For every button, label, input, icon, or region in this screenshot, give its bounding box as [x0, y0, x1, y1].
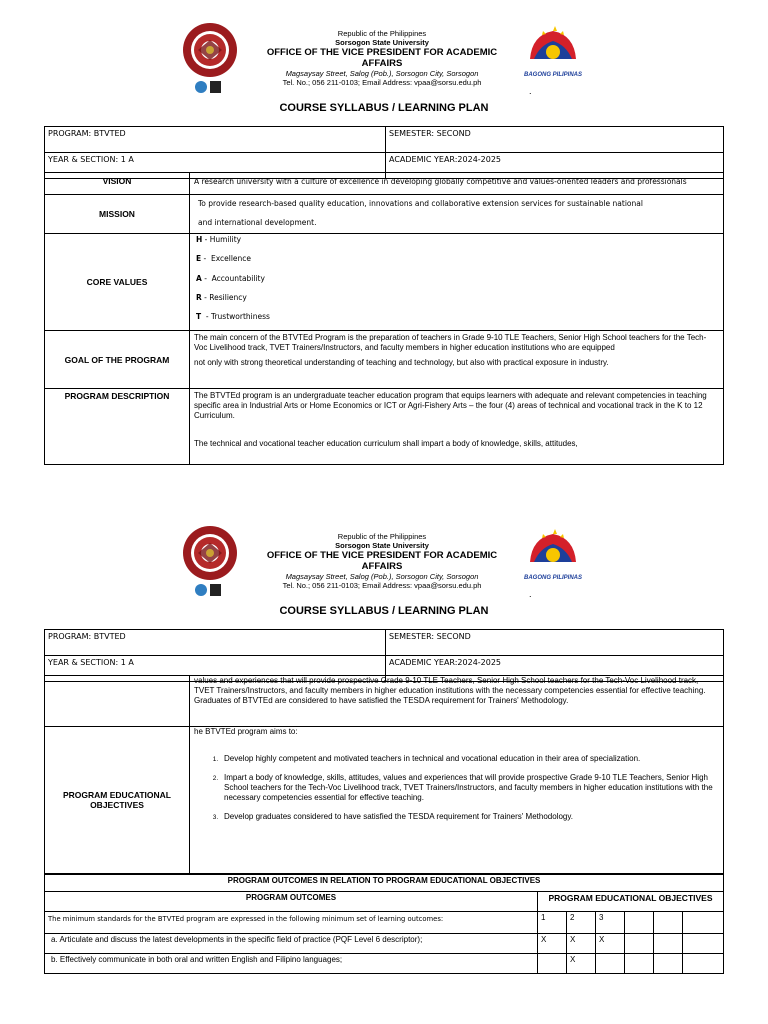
- bagong-pilipinas-logo: [520, 25, 586, 81]
- contact-text: Tel. No.; 056 211-0103; Email Address: vpaa@sorsu.edu.ph: [282, 581, 482, 590]
- peo-mark: [625, 912, 654, 934]
- year-section-cell: YEAR & SECTION: 1 A: [45, 656, 386, 682]
- po-header: PROGRAM OUTCOMES: [45, 892, 538, 912]
- peo-mark: X: [567, 954, 596, 974]
- peo-list: [194, 754, 719, 822]
- contact-text: Tel. No.; 056 211-0103; Email Address: vpaa@sorsu.edu.ph: [282, 78, 482, 87]
- letterhead-text: [248, 29, 516, 87]
- peo-mark: 2: [567, 912, 596, 934]
- peo-mark: X: [538, 934, 567, 954]
- peo-mark: [625, 954, 654, 974]
- peo-mark: 1: [538, 912, 567, 934]
- academic-year-cell: ACADEMIC YEAR:2024-2025: [386, 153, 724, 179]
- continuation-row: [45, 676, 724, 727]
- ph-logo-text: BAGONG PILIPINAS: [523, 575, 583, 581]
- mission-label: MISSION: [45, 195, 190, 234]
- peo-table: [44, 675, 724, 874]
- po-title: PROGRAM OUTCOMES IN RELATION TO PROGRAM EDUCATIONAL OBJECTIVES: [45, 875, 724, 892]
- peo-item: 3. Develop graduates considered to have satisfied the TESDA requirement for Trainers' Methodology.: [220, 812, 719, 822]
- dot-mark: .: [529, 86, 532, 96]
- peo-item: 1. Develop highly competent and motivated teachers in technical and vocational education in their area of specialization.: [220, 754, 719, 764]
- peo-item: 2. Impart a body of knowledge, skills, attitudes, values and experiences that will provide prospective Grade 9-10 TLE Teachers, Senior High School teachers for the Tech-Voc Livelihood track, TVET Trainers/Instructors, and faculty members in higher education institutions with the necessary competencies essential for effective teaching.: [220, 773, 719, 803]
- core-values-row: [45, 234, 724, 331]
- year-section-cell: YEAR & SECTION: 1 A: [45, 153, 386, 179]
- core-value-item: T - Trustworthiness: [196, 312, 270, 322]
- vision-row: [45, 173, 724, 195]
- core-values-label: CORE VALUES: [45, 234, 190, 331]
- ph-logo-text: BAGONG PILIPINAS: [523, 72, 583, 78]
- program-cell: PROGRAM: BTVTED: [45, 630, 386, 656]
- peo-mark: 3: [596, 912, 625, 934]
- document-title: COURSE SYLLABUS / LEARNING PLAN: [279, 605, 489, 617]
- peo-row: [45, 727, 724, 874]
- university-name: Sorsogon State University: [335, 541, 429, 550]
- mission-text-2: and international development.: [198, 218, 317, 227]
- peo-mark: [654, 912, 683, 934]
- peo-intro: he BTVTEd program aims to:: [194, 727, 298, 736]
- letterhead-text: [248, 532, 516, 590]
- office-name: OFFICE OF THE VICE PRESIDENT FOR ACADEMIC AFFAIRS: [266, 550, 498, 572]
- document-title: COURSE SYLLABUS / LEARNING PLAN: [279, 102, 489, 114]
- academic-year-cell: ACADEMIC YEAR:2024-2025: [386, 656, 724, 682]
- peo-mark: [683, 954, 724, 974]
- core-value-item: R - Resiliency: [196, 292, 247, 302]
- republic-text: Republic of the Philippines: [337, 29, 427, 38]
- vision-text: A research university with a culture of excellence in developing globally competitive and values-oriented leaders and professionals: [190, 173, 724, 195]
- vision-label: VISION: [45, 173, 190, 195]
- peo-header: PROGRAM EDUCATIONAL OBJECTIVES: [538, 892, 724, 912]
- description-row: [45, 389, 724, 465]
- description-text-2: The technical and vocational teacher education curriculum shall impart a body of knowledge, skills, attitudes,: [194, 439, 578, 449]
- core-value-item: H - Humility: [196, 235, 242, 244]
- peo-mark: X: [596, 934, 625, 954]
- republic-text: Republic of the Philippines: [337, 532, 427, 541]
- peo-mark: [596, 954, 625, 974]
- continuation-text: values and experiences that will provide prospective Grade 9-10 TLE Teachers, Senior High School teachers for the Tech-Voc Livelihood track, TVET Trainers/Instructors, and faculty members in higher education institutions with the necessary competencies essential for effective teaching. Graduates of BTVTEd are considered to have satisfied the TESDA requirement for Trainers' Methodology.: [190, 676, 724, 727]
- mission-row: [45, 195, 724, 234]
- university-seal-logo: [182, 22, 238, 78]
- peo-mark: X: [567, 934, 596, 954]
- po-intro-text: The minimum standards for the BTVTEd program are expressed in the following minimum set of learning outcomes:: [45, 912, 538, 934]
- address-text: Magsaysay Street, Salog (Pob.), Sorsogon City, Sorsogon: [285, 69, 479, 78]
- core-value-item: A - Accountability: [196, 273, 265, 283]
- peo-mark: [683, 934, 724, 954]
- university-name: Sorsogon State University: [335, 38, 429, 47]
- goal-label: GOAL OF THE PROGRAM: [45, 331, 190, 389]
- goal-text-1: The main concern of the BTVTEd Program is the preparation of teachers in Grade 9-10 TLE Teachers, Senior High School teachers for the Tech-Voc Livelihood track, TVET Trainers/Instructors, and faculty members in higher education institutions who are equipped: [194, 333, 707, 353]
- university-seal-logo: [182, 525, 238, 581]
- program-outcomes-table: [44, 874, 724, 974]
- peo-mark: [538, 954, 567, 974]
- goal-row: [45, 331, 724, 389]
- table-row: [45, 934, 724, 954]
- po-item-text: b. Effectively communicate in both oral and written English and Filipino languages;: [45, 954, 538, 974]
- peo-mark: [654, 954, 683, 974]
- description-text-1: The BTVTEd program is an undergraduate teacher education program that equips learners with adequate and relevant competencies in teaching specific area in Industrial Arts or Home Economics or ICT or Agri-Fishery Arts – the four (4) areas of technical and vocational track in the K to 12 Curriculum.: [194, 391, 707, 421]
- peo-mark: [625, 934, 654, 954]
- certification-badges: [194, 583, 224, 597]
- peo-mark: [654, 934, 683, 954]
- mission-text-1: To provide research-based quality education, innovations and collaborative extension services for sustainable national: [198, 199, 643, 208]
- core-value-item: E - Excellence: [196, 254, 252, 264]
- bagong-pilipinas-logo: [520, 528, 586, 584]
- peo-mark: [683, 912, 724, 934]
- vmgo-table: [44, 172, 724, 465]
- po-item-text: a. Articulate and discuss the latest developments in the specific field of practice (PQF Level 6 descriptor);: [45, 934, 538, 954]
- address-text: Magsaysay Street, Salog (Pob.), Sorsogon City, Sorsogon: [285, 572, 479, 581]
- semester-cell: SEMESTER: SECOND: [386, 127, 724, 153]
- dot-mark: .: [529, 589, 532, 599]
- office-name: OFFICE OF THE VICE PRESIDENT FOR ACADEMIC AFFAIRS: [266, 47, 498, 69]
- program-cell: PROGRAM: BTVTED: [45, 127, 386, 153]
- semester-cell: SEMESTER: SECOND: [386, 630, 724, 656]
- goal-text-2: not only with strong theoretical understanding of teaching and technology, but also with practical exposure in industry.: [194, 358, 609, 368]
- peo-label: PROGRAM EDUCATIONAL OBJECTIVES: [45, 727, 190, 874]
- table-row: [45, 912, 724, 934]
- certification-badges: [194, 80, 224, 94]
- description-label: PROGRAM DESCRIPTION: [45, 389, 190, 465]
- table-row: [45, 954, 724, 974]
